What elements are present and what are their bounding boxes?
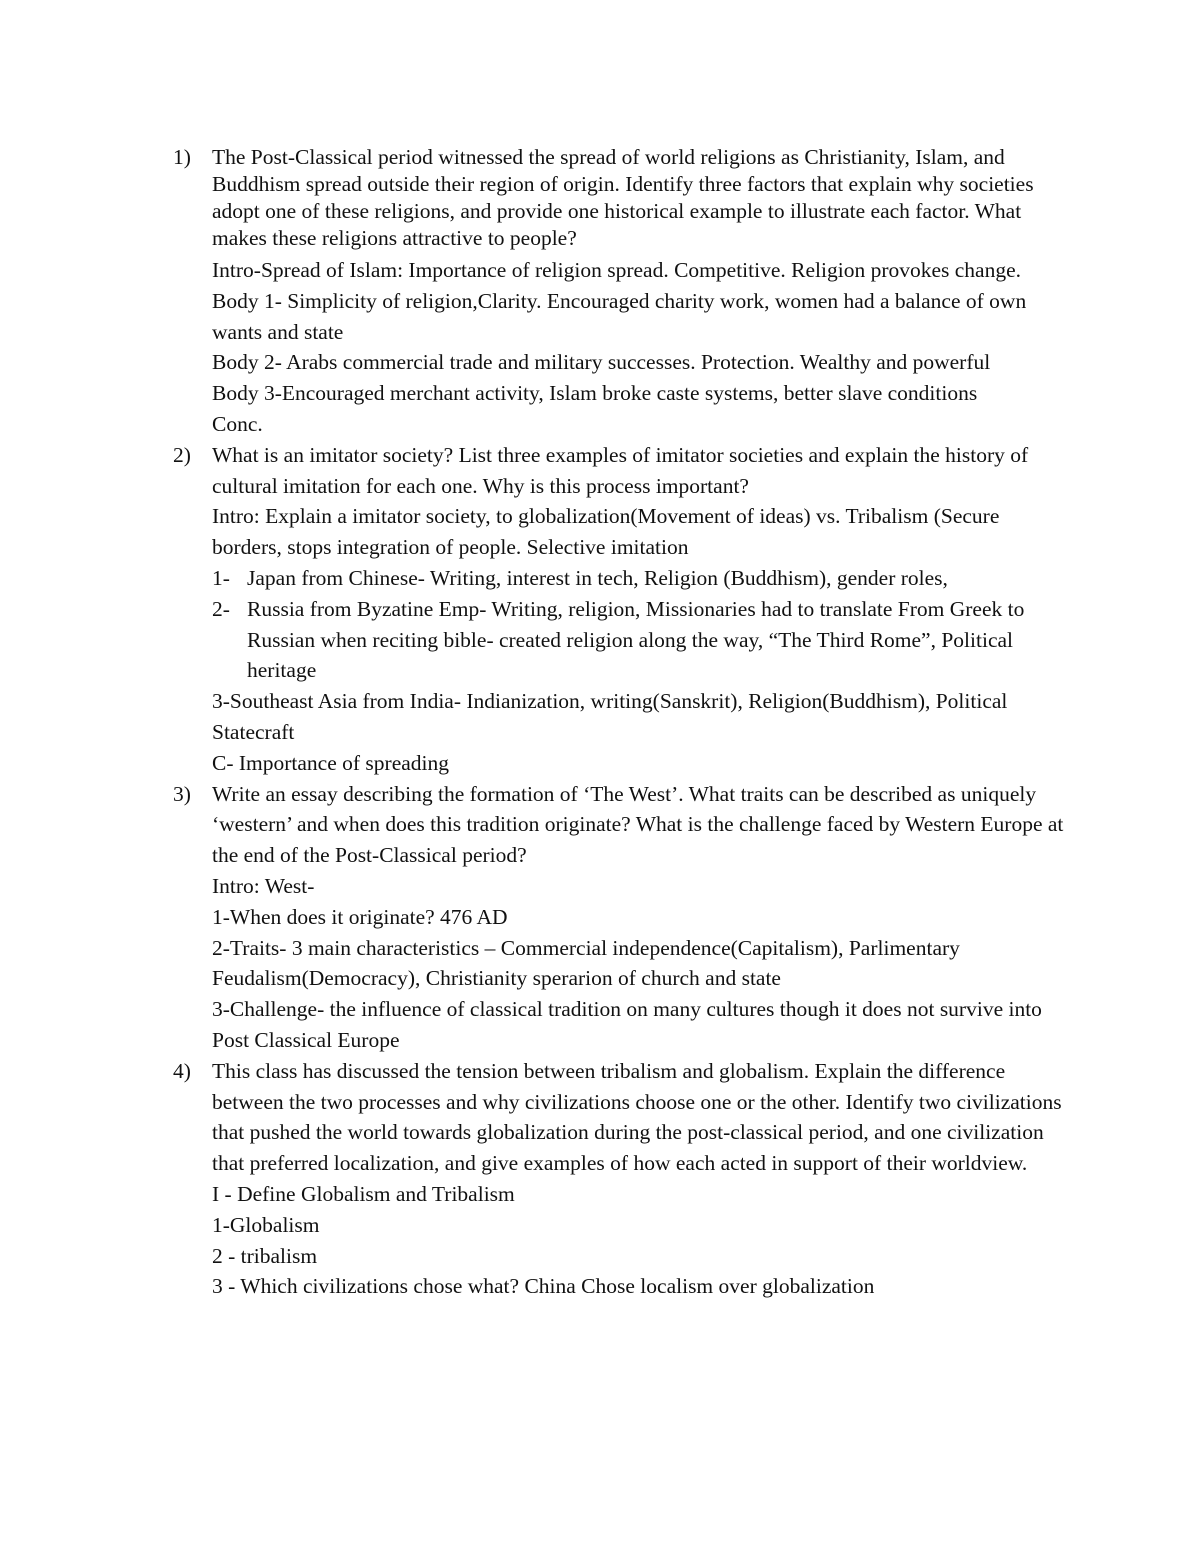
document-body bbox=[173, 142, 1073, 1302]
answer-note: 3 - Which civilizations chose what? China Chose localism over globalization bbox=[212, 1274, 875, 1299]
answer-note: I - Define Globalism and Tribalism bbox=[212, 1181, 515, 1206]
question-prompt: Write an essay describing the formation of ‘The West’. What traits can be described as uniquely ‘western’ and when does this tradition originate? What is the challenge faced by Western Europe at the end of the Post-Classical period? bbox=[212, 781, 1064, 868]
answer-note: 2-Traits- 3 main characteristics – Commercial independence(Capitalism), Parlimentary Feudalism(Democracy), Christianity sperarion of church and state bbox=[212, 935, 960, 991]
answer-note: 1-When does it originate? 476 AD bbox=[212, 904, 508, 929]
question-prompt: The Post-Classical period witnessed the spread of world religions as Christianity, Islam, and Buddhism spread outside their region of origin. Identify three factors that explain why societies adopt one of these religions, and provide one historical example to illustrate each factor. What makes these religions attractive to people? bbox=[212, 145, 1034, 250]
question-prompt: This class has discussed the tension between tribalism and globalism. Explain the difference between the two processes and why civilizations choose one or the other. Identify two civilizations that pushed the world towards globalization during the post-classical period, and one civilization that preferred localization, and give examples of how each acted in support of their worldview. bbox=[212, 1058, 1062, 1176]
list-item bbox=[212, 594, 1073, 686]
question-1 bbox=[173, 142, 1073, 440]
answer-note: 3-Challenge- the influence of classical tradition on many cultures though it does not survive into Post Classical Europe bbox=[212, 997, 1042, 1052]
question-prompt: What is an imitator society? List three examples of imitator societies and explain the history of cultural imitation for each one. Why is this process important? bbox=[212, 442, 1029, 498]
answer-note: 1-Globalism bbox=[212, 1212, 320, 1237]
list-item bbox=[212, 563, 1073, 594]
question-4 bbox=[173, 1056, 1073, 1302]
list-item-text: Japan from Chinese- Writing, interest in tech, Religion (Buddhism), gender roles, bbox=[247, 565, 948, 590]
answer-note: 2 - tribalism bbox=[212, 1243, 318, 1268]
question-number: 4) bbox=[173, 1058, 191, 1083]
list-item-number: 1- bbox=[212, 565, 230, 590]
answer-intro: Intro: Explain a imitator society, to globalization(Movement of ideas) vs. Tribalism (Secure borders, stops integration of people. Selective imitation bbox=[212, 504, 1000, 560]
answer-note: 3-Southeast Asia from India- Indianization, writing(Sanskrit), Religion(Buddhism), Political Statecraft bbox=[212, 689, 1008, 744]
answer-note: Intro-Spread of Islam: Importance of religion spread. Competitive. Religion provokes change. bbox=[212, 258, 1022, 282]
answer-note: Body 3-Encouraged merchant activity, Islam broke caste systems, better slave conditions bbox=[212, 381, 978, 406]
answer-note: C- Importance of spreading bbox=[212, 750, 450, 775]
question-2 bbox=[173, 440, 1073, 779]
answer-note: Conc. bbox=[212, 411, 263, 436]
answer-note: Intro: West- bbox=[212, 873, 315, 898]
list-item-number: 2- bbox=[212, 596, 230, 621]
question-3 bbox=[173, 779, 1073, 1056]
answer-note: Body 1- Simplicity of religion,Clarity. Encouraged charity work, women had a balance of own wants and state bbox=[212, 288, 1027, 344]
list-item-text: Russia from Byzatine Emp- Writing, religion, Missionaries had to translate From Greek to Russian when reciting bible- created religion along the way, “The Third Rome”, Political heritage bbox=[247, 596, 1025, 683]
answer-note: Body 2- Arabs commercial trade and military successes. Protection. Wealthy and powerful bbox=[212, 350, 991, 375]
question-number: 1) bbox=[173, 145, 191, 169]
example-list bbox=[212, 563, 1073, 686]
question-number: 3) bbox=[173, 781, 191, 806]
question-number: 2) bbox=[173, 442, 191, 467]
